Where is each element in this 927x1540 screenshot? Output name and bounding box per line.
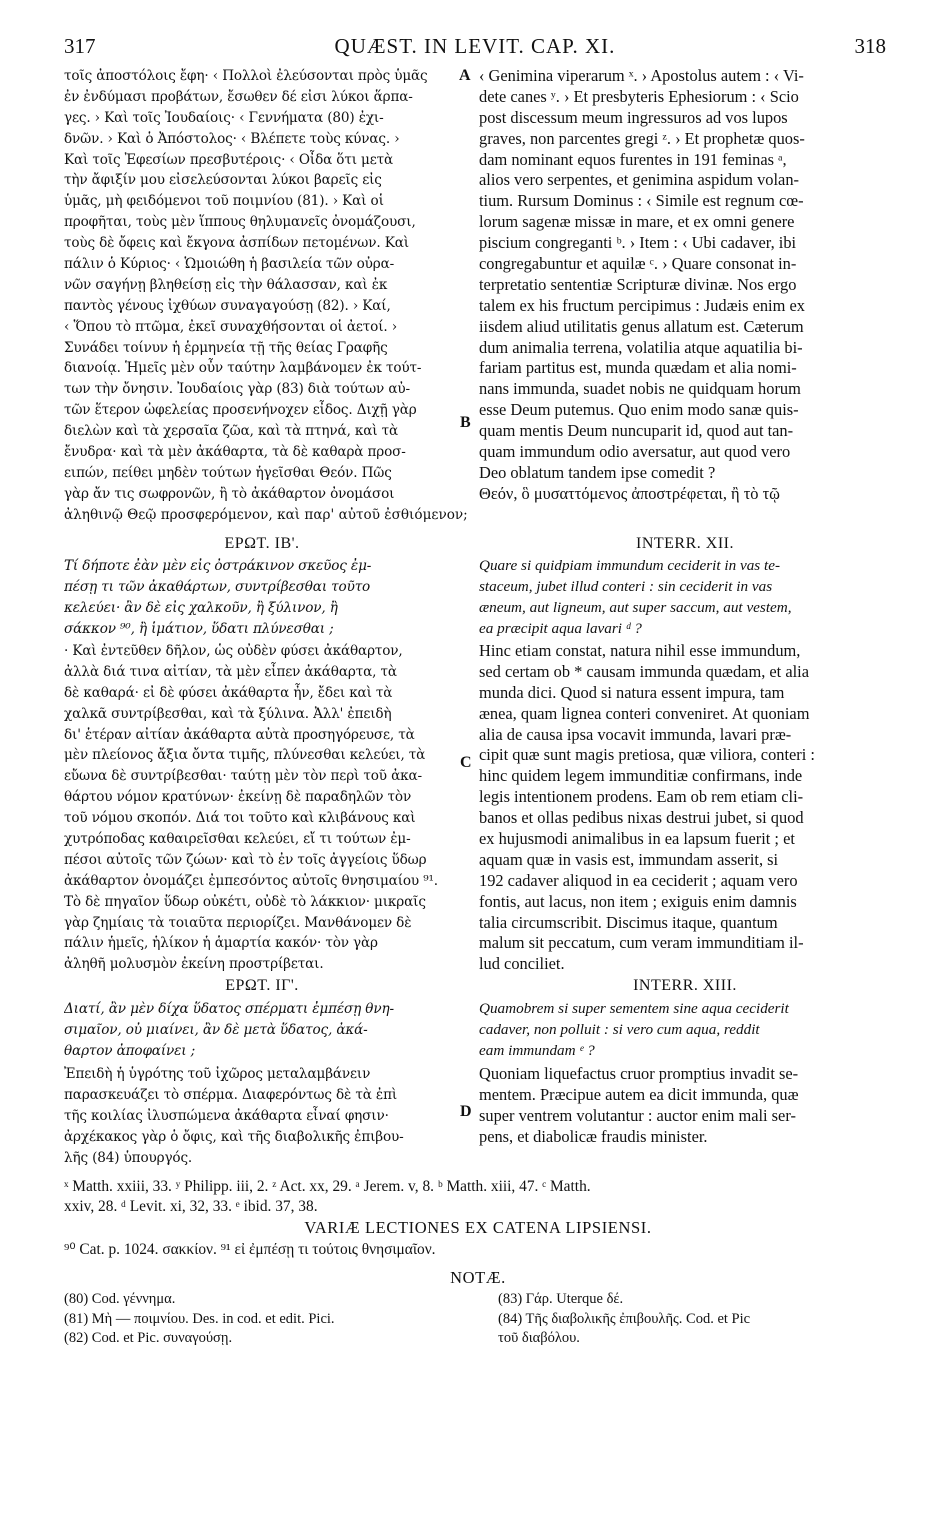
margin-letter-d: D (460, 1103, 472, 1120)
text-line: χυτρόποδας καθαιρεῖσθαι κελεύει, εἴ τι τούτων ἐμ- (64, 831, 411, 848)
greek-heading-12: ΕΡΩΤ. ΙΒ'. (224, 535, 300, 552)
latin-answer-12 (479, 641, 891, 975)
text-line: χαλκᾶ συντρίβεσθαι, καὶ τὰ ξύλινα. Ἀλλ' ἐπειδὴ (64, 705, 392, 722)
text-line: esse Deum putemus. Quo enim modo sanæ quis- (479, 400, 799, 420)
text-line: malum sit peccatum, cum veram immunditiam il- (479, 933, 804, 953)
text-line: των τὴν ὄνησιν. Ἰουδαίοις γὰρ (83) διὰ τούτων αὐ- (64, 381, 410, 398)
text-line: ἀληθῆ μολυσμὸν ἐκείνη προστρίβεται. (64, 956, 324, 973)
text-line: dum animalia terrena, volatilia atque aquatilia bi- (479, 337, 803, 357)
text-line: Τὸ δὲ πηγαῖον ὕδωρ οὐκέτι, οὐδὲ τὸ λάκκιον· μικραῖς (64, 893, 426, 910)
text-line: ἀρχέκακος γὰρ ὁ ὄφις, καὶ τῆς διαβολικῆς ἐπιβου- (64, 1128, 404, 1145)
text-line: banos et ollas pedibus nixas destrui jubet, si quod (479, 808, 804, 828)
latin-heading-12: INTERR. XII. (636, 535, 734, 552)
running-header (64, 34, 886, 60)
text-line: ἔνυδρα· καὶ τὰ μὲν ἀκάθαρτα, τὰ δὲ καθαρὰ προσ- (64, 444, 406, 461)
margin-letter-c: C (460, 754, 472, 771)
text-line: ænea, quam lignea conteri conveniret. At quoniam (479, 703, 810, 723)
text-line: Συνάδει τοίνυν ἡ ἑρμηνεία τῇ τῆς θείας Γραφῆς (64, 339, 388, 356)
text-line: ‹ Ὅπου τὸ πτῶμα, ἐκεῖ συναχθήσονται οἱ ἀετοί. › (64, 318, 398, 335)
text-line: ἐν ἐνδύμασι προβάτων, ἔσωθεν δέ εἰσι λύκοι ἅρπα- (64, 88, 413, 105)
text-line: γὰρ ζημίαις τὰ τοιαῦτα περιορίζει. Μανθάνομεν δὲ (64, 914, 412, 931)
text-line: alios vero serpentes, et genimina aspidum volan- (479, 170, 799, 190)
latin-heading-13: INTERR. XIII. (633, 977, 737, 994)
text-line: ἀκάθαρτον ὀνομάζει ἐμπεσόντος αὐτοῖς θνησιμαίου ⁹¹. (64, 872, 438, 889)
text-line: δὲ καθαρά· εἰ δὲ φύσει ἀκάθαρτα ἦν, ἔδει καὶ τὰ (64, 684, 393, 701)
margin-letter-a: A (459, 67, 471, 84)
text-line: dam nominant equos furentes in 191 feminas ᵃ, (479, 149, 787, 169)
text-line: super ventrem volutantur : auctor enim mali ser- (479, 1105, 796, 1125)
text-line: Hinc etiam constat, natura nihil esse immundum, (479, 641, 801, 660)
text-line: graves, non parcentes gregi ᶻ. › Et prophetæ quos- (479, 128, 805, 148)
text-line: τοὺς δὲ ὄφεις καὶ ἔκγονα ἀσπίδων πετομένων. Καὶ (64, 235, 409, 252)
margin-letter-b: B (460, 414, 471, 431)
text-line: σάκκον ⁹⁰, ἢ ἱμάτιον, ὕδατι πλύνεσθαι ; (64, 620, 334, 637)
text-line: ἀλλὰ διά τινα αἰτίαν, τὰ μὲν εἶπεν ἀκάθαρτα, τὰ (64, 663, 397, 680)
text-line: προφῆται, τοὺς μὲν ἵππους θηλυμανεῖς ὀνομάζουσι, (64, 214, 416, 231)
scripture-footnotes (64, 1177, 892, 1216)
running-title: QUÆST. IN LEVIT. CAP. XI. (334, 34, 616, 58)
text-line: Quare si quidpiam immundum ceciderit in vas te- (479, 557, 781, 574)
greek-question-12 (64, 556, 460, 640)
text-line: fariam partitus est, munda quædam et alia nomi- (479, 358, 797, 378)
text-line: (83) Γάρ. Uterque δέ. (498, 1291, 624, 1307)
top-latin-column (479, 66, 891, 505)
text-line: cadaver, non polluit : si vero cum aqua, reddit (479, 1020, 760, 1038)
text-line: dete canes ʸ. › Et presbyteris Ephesiorum : ‹ Scio (479, 86, 799, 106)
text-line: πέσοι αὐτοῖς τῶν ζώων· καὶ τὸ ἐν τοῖς ἀγγείοις ὕδωρ (64, 851, 427, 868)
text-line: 192 cadaver aliquod in ea ceciderit ; aquam vero (479, 870, 798, 890)
text-line: ‹ Genimina viperarum ˣ. › Apostolus autem : ‹ Vi- (479, 66, 804, 85)
text-line: τοῖς ἀποστόλοις ἔφη· ‹ Πολλοὶ ἐλεύσονται πρὸς ὑμᾶς (64, 68, 428, 84)
text-line: lud conciliet. (479, 954, 565, 974)
text-line: eam immundam ᵉ ? (479, 1041, 595, 1059)
text-line: quam immundum odio aversatur, aut quod vero (479, 442, 791, 462)
latin-answer-13 (479, 1064, 891, 1148)
text-line: παντὸς γένους ἰχθύων συναγαγούσῃ (82). › Καί, (64, 297, 391, 314)
greek-heading-13: ΕΡΩΤ. ΙΓ'. (225, 977, 299, 994)
text-line: fontis, aut lacus, non item ; exiguis enim damnis (479, 891, 797, 911)
text-line: · Καὶ ἐντεῦθεν δῆλον, ὡς οὐδὲν φύσει ἀκάθαρτον, (64, 643, 403, 659)
text-line: quam mentis Deum nuncuparit id, quod aut tan- (479, 421, 794, 441)
greek-answer-12 (64, 641, 460, 975)
text-line: æneum, aut ligneum, aut super saccum, aut vestem, (479, 598, 792, 616)
text-line: γὰρ ἄν τις σωφρονῶν, ἢ τὸ ἀκάθαρτον ὀνομάσοι (64, 485, 395, 502)
text-line: munda dici. Quod si natura essent impura, tam (479, 682, 785, 702)
text-line: ὑμᾶς, μὴ φειδόμενοι τοῦ ποιμνίου (81). › Καὶ οἱ (64, 193, 384, 210)
text-line: λῆς (84) ὑπουργός. (64, 1149, 193, 1166)
text-line: τὴν ἄφιξίν μου εἰσελεύσονται λύκοι βαρεῖς εἰς (64, 172, 382, 189)
text-line: xxiv, 28. ᵈ Levit. xi, 32, 33. ᵉ ibid. 37, 38. (64, 1197, 318, 1215)
notae-title: NOTÆ. (450, 1268, 506, 1287)
greek-answer-13 (64, 1064, 460, 1168)
text-line: congregabuntur et aquilæ ᶜ. › Quare consonat in- (479, 254, 797, 274)
text-line: θάρτου νόμον κρατύνων· ἐκείνῃ δὲ παραδηλῶν τὸν (64, 789, 412, 806)
text-line: terpretatio sententiæ Scripturæ divinæ. Nos ergo (479, 274, 797, 294)
text-line: Quoniam liquefactus cruor promptius invadit se- (479, 1064, 799, 1083)
text-line: διανοίᾳ. Ἡμεῖς μὲν οὖν ταύτην λαμβάνομεν ἐκ τούτ- (64, 360, 422, 377)
text-line: ˣ Matth. xxiii, 33. ʸ Philipp. iii, 2. ᶻ Act. xx, 29. ᵃ Jerem. v, 8. ᵇ Matth. xiii, 47. ᶜ Matth. (64, 1178, 591, 1195)
text-line: piscium congreganti ᵇ. › Item : ‹ Ubi cadaver, ibi (479, 233, 797, 253)
notae-right (498, 1290, 892, 1349)
text-line: sed certam ob * causam immunda quædam, et alia (479, 661, 809, 681)
text-line: ea præcipit aqua lavari ᵈ ? (479, 619, 642, 637)
text-line: (84) Τῆς διαβολικῆς ἐπιβουλῆς. Cod. et Pic (498, 1310, 751, 1327)
text-line: Deo oblatum tandem ipse comedit ? (479, 462, 716, 482)
page-number-left: 317 (64, 34, 96, 58)
text-line: (80) Cod. γέννημα. (64, 1291, 176, 1307)
page-number-right: 318 (854, 34, 886, 58)
text-line: τῆς κοιλίας ἰλυσπώμενα ἀκάθαρτα εἶναί φησιν· (64, 1107, 389, 1124)
text-line: talem ex his fructum percipimus : Judæis enim ex (479, 295, 805, 315)
text-line: εὔωνα δὲ συντρίβεσθαι· ταύτῃ μὲν τὸν περὶ τοῦ ἀκα- (64, 768, 422, 785)
text-line: pens, et diabolicæ fraudis minister. (479, 1126, 708, 1146)
text-line: δνῶν. › Καὶ ὁ Ἀπόστολος· ‹ Βλέπετε τοὺς κύνας. › (64, 130, 400, 147)
text-line: mentem. Præcipue autem ea dicit immunda, quæ (479, 1084, 799, 1104)
text-line: post discessum meum ingressuros ad vos lupos (479, 107, 788, 127)
text-line: σιμαῖον, οὐ μιαίνει, ἂν δὲ μετὰ ὕδατος, ἀκά- (64, 1021, 368, 1038)
text-line: aquam quæ in vasis est, immundam asserit, si (479, 849, 779, 869)
text-line: cipit quæ sunt magis pretiosa, quæ viliora, conteri : (479, 745, 815, 765)
text-line: lorum sagenæ missæ in mare, et ex omni genere (479, 212, 795, 232)
text-line: τοῦ διαβόλου. (498, 1330, 580, 1346)
text-line: νῶν σαγήνῃ βληθείσῃ εἰς τὴν θάλασσαν, καὶ ἐκ (64, 276, 388, 293)
text-line: δι' ἑτέραν αἰτίαν ἀκάθαρτα αὐτὰ προσηγόρευσε, τὰ (64, 726, 415, 743)
text-line: (81) Μὴ — ποιμνίου. Des. in cod. et edit. Pici. (64, 1310, 335, 1327)
latin-question-12 (479, 556, 891, 640)
text-line: πάλιν ἡμεῖς, ἡλίκον ἡ ἁμαρτία κακόν· τὸν γὰρ (64, 935, 378, 952)
text-line: διελὼν καὶ τὰ χερσαῖα ζῶα, καὶ τὰ πτηνά, καὶ τὰ (64, 423, 399, 440)
text-line: πέσῃ τι τῶν ἀκαθάρτων, συντρίβεσθαι τοῦτο (64, 578, 371, 595)
text-line: alia de causa ipsa vocavit immunda, lavari præ- (479, 724, 792, 744)
variae-lectiones-title: VARIÆ LECTIONES EX CATENA LIPSIENSI. (304, 1218, 652, 1237)
text-line: iisdem aliud utilitatis genus allatum est. Cæterum (479, 316, 804, 336)
text-line: Τί δήποτε ἐὰν μὲν εἰς ὀστράκινον σκεῦος ἐμ- (64, 558, 372, 574)
text-line: hinc quidem legem immunditiæ confirmans, inde (479, 766, 803, 786)
text-line: γες. › Καὶ τοῖς Ἰουδαίοις· ‹ Γεννήματα (80) ἐχι- (64, 109, 384, 126)
text-line: θαρτον ἀποφαίνει ; (64, 1042, 196, 1059)
text-line: παρασκευάζει τὸ σπέρμα. Διαφερόντως δὲ τὰ ἐπὶ (64, 1086, 398, 1103)
top-greek-column (64, 66, 460, 505)
text-line: μὲν πλείονος ἄξια ὄντα τιμῆς, πλύνεσθαι κελεύει, τὰ (64, 747, 426, 764)
latin-question-13 (479, 999, 891, 1062)
text-line: ex hujusmodi animalibus in ea lapsum fuerit ; et (479, 829, 795, 849)
text-line: staceum, jubet illud conteri : sin ceciderit in vas (479, 577, 773, 595)
text-line: nans immunda, suadet nobis ne quidquam horum (479, 379, 801, 399)
text-line: ειπών, πείθει μηδὲν τούτων ἡγεῖσθαι Θεόν. Πῶς (64, 464, 392, 481)
text-line: Ἐπειδὴ ἡ ὑγρότης τοῦ ἰχῶρος μεταλαμβάνειν (64, 1066, 371, 1082)
text-line: (82) Cod. et Pic. συναγούσῃ. (64, 1330, 233, 1346)
text-line: πάλιν ὁ Κύριος· ‹ Ὡμοιώθη ἡ βασιλεία τῶν οὐρα- (64, 256, 395, 273)
text-line: legis intentionem prodens. Eam ob rem etiam cli- (479, 787, 804, 807)
text-line: Διατί, ἂν μὲν δίχα ὕδατος σπέρματι ἐμπέσῃ θνη- (64, 1001, 394, 1017)
text-line: Καὶ τοῖς Ἐφεσίων πρεσβυτέροις· ‹ Οἶδα ὅτι μετὰ (64, 151, 394, 168)
text-line: τοῦ νόμου σκοπόν. Διά τοι τοῦτο καὶ κλιβάνους καὶ (64, 810, 416, 827)
greek-full-width-line: ἀληθινῷ Θεῷ προσφερόμενον, καὶ παρ' αὐτοῦ ἐσθιόμενον; (64, 507, 468, 523)
text-line: talia circumscribit. Discimus itaque, quantum (479, 912, 778, 932)
text-line: Θεόν, ὃ μυσαττόμενος ἀποστρέφεται, ἢ τὸ τῷ (479, 483, 780, 503)
text-line: τῶν ἕτερον ὠφελείας προσενήνοχεν εἶδος. Διχῇ γὰρ (64, 402, 417, 419)
text-line: Quamobrem si super sementem sine aqua ceciderit (479, 1000, 789, 1017)
text-line: tium. Rursum Dominus : ‹ Simile est regnum cœ- (479, 191, 804, 211)
notae-left (64, 1290, 484, 1349)
greek-question-13 (64, 999, 460, 1062)
text-line: κελεύει· ἂν δὲ εἰς χαλκοῦν, ἢ ξύλινον, ἢ (64, 599, 338, 616)
variae-lectiones-line: ⁹⁰ Cat. p. 1024. σακκίον. ⁹¹ εἰ ἐμπέσῃ τι τούτοις θνησιμαῖον. (64, 1241, 436, 1258)
